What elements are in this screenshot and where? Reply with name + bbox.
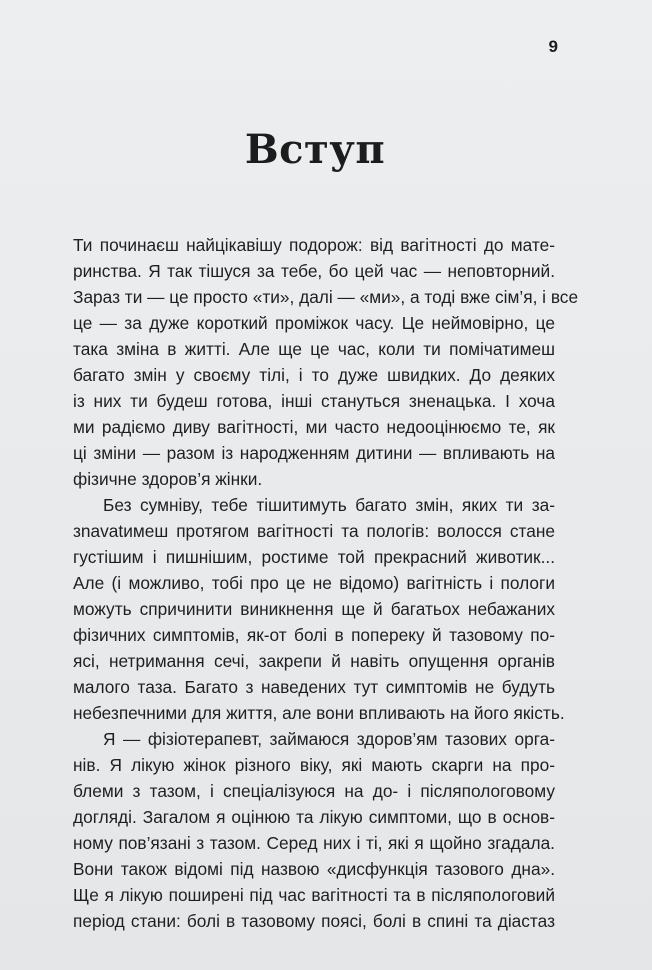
text-line: небезпечними для життя, але вони впливають на його якість.	[73, 703, 565, 723]
text-line: ному пов’язані з тазом. Серед них і ті, які я щойно згадала.	[73, 833, 555, 853]
text-line: із них ти будеш готова, інші стануться зненацька. І хоча	[73, 391, 555, 411]
text-line: можуть спричинити виникнення ще й багатьох небажаних	[73, 599, 555, 619]
text-line: фізичних симптомів, як-от болі в попереку й тазовому по-	[73, 625, 555, 645]
text-line: Ще я лікую поширені під час вагітності та в післяпологовий	[73, 885, 555, 905]
text-line: малого таза. Багато з наведених тут симптомів не будуть	[73, 677, 555, 697]
text-line: блеми з тазом, і спеціалізуюся на до- і післяпологовому	[73, 781, 555, 801]
text-line: період стани: болі в тазовому поясі, болі в спині та діастаз	[73, 911, 555, 931]
page-number: 9	[548, 37, 558, 56]
paragraph-1	[73, 232, 579, 492]
text-line: зnavatимеш протягом вагітності та пологів: волосся стане	[73, 521, 555, 541]
text-line: ринства. Я так тішуся за тебе, бо цей час — неповторний.	[73, 261, 555, 281]
paragraph-2	[73, 492, 565, 726]
text-line: ми радіємо диву вагітності, ми часто недооцінюємо те, як	[73, 417, 555, 437]
chapter-title: Вступ	[244, 126, 386, 173]
text-line: Ти починаєш найцікавішу подорож: від вагітності до мате-	[73, 235, 555, 255]
text-line: Я — фізіотерапевт, займаюся здоров’ям тазових орга-	[103, 729, 555, 749]
text-line: така зміна в житті. Але ще це час, коли ти помічатимеш	[73, 339, 555, 359]
text-line: Але (і можливо, тобі про це не відомо) вагітність і пологи	[73, 573, 555, 593]
text-line: Зараз ти — це просто «ти», далі — «ми», а тоді вже сім’я, і все	[73, 287, 579, 307]
text-line: Вони також відомі під назвою «дисфункція тазового дна».	[73, 859, 555, 879]
text-line: Без сумніву, тебе тішитимуть багато змін, яких ти за-	[103, 495, 555, 515]
text-line: багато змін у своєму тілі, і то дуже швидких. До деяких	[73, 365, 555, 385]
paragraph-3	[73, 726, 555, 934]
text-line: нів. Я лікую жінок різного віку, які мають скарги на про-	[73, 755, 555, 775]
text-line: ці зміни — разом із народженням дитини — впливають на	[73, 443, 555, 463]
text-line: це — за дуже короткий проміжок часу. Це неймовірно, це	[73, 313, 555, 333]
body-text	[73, 232, 579, 934]
text-line: густішим і пишнішим, ростиме той прекрасний животик...	[73, 547, 555, 567]
text-line: ясі, нетримання сечі, закрепи й навіть опущення органів	[73, 651, 555, 671]
text-line: фізичне здоров’я жінки.	[73, 469, 263, 489]
text-line: догляді. Загалом я оцінюю та лікую симптоми, що в основ-	[73, 807, 555, 827]
